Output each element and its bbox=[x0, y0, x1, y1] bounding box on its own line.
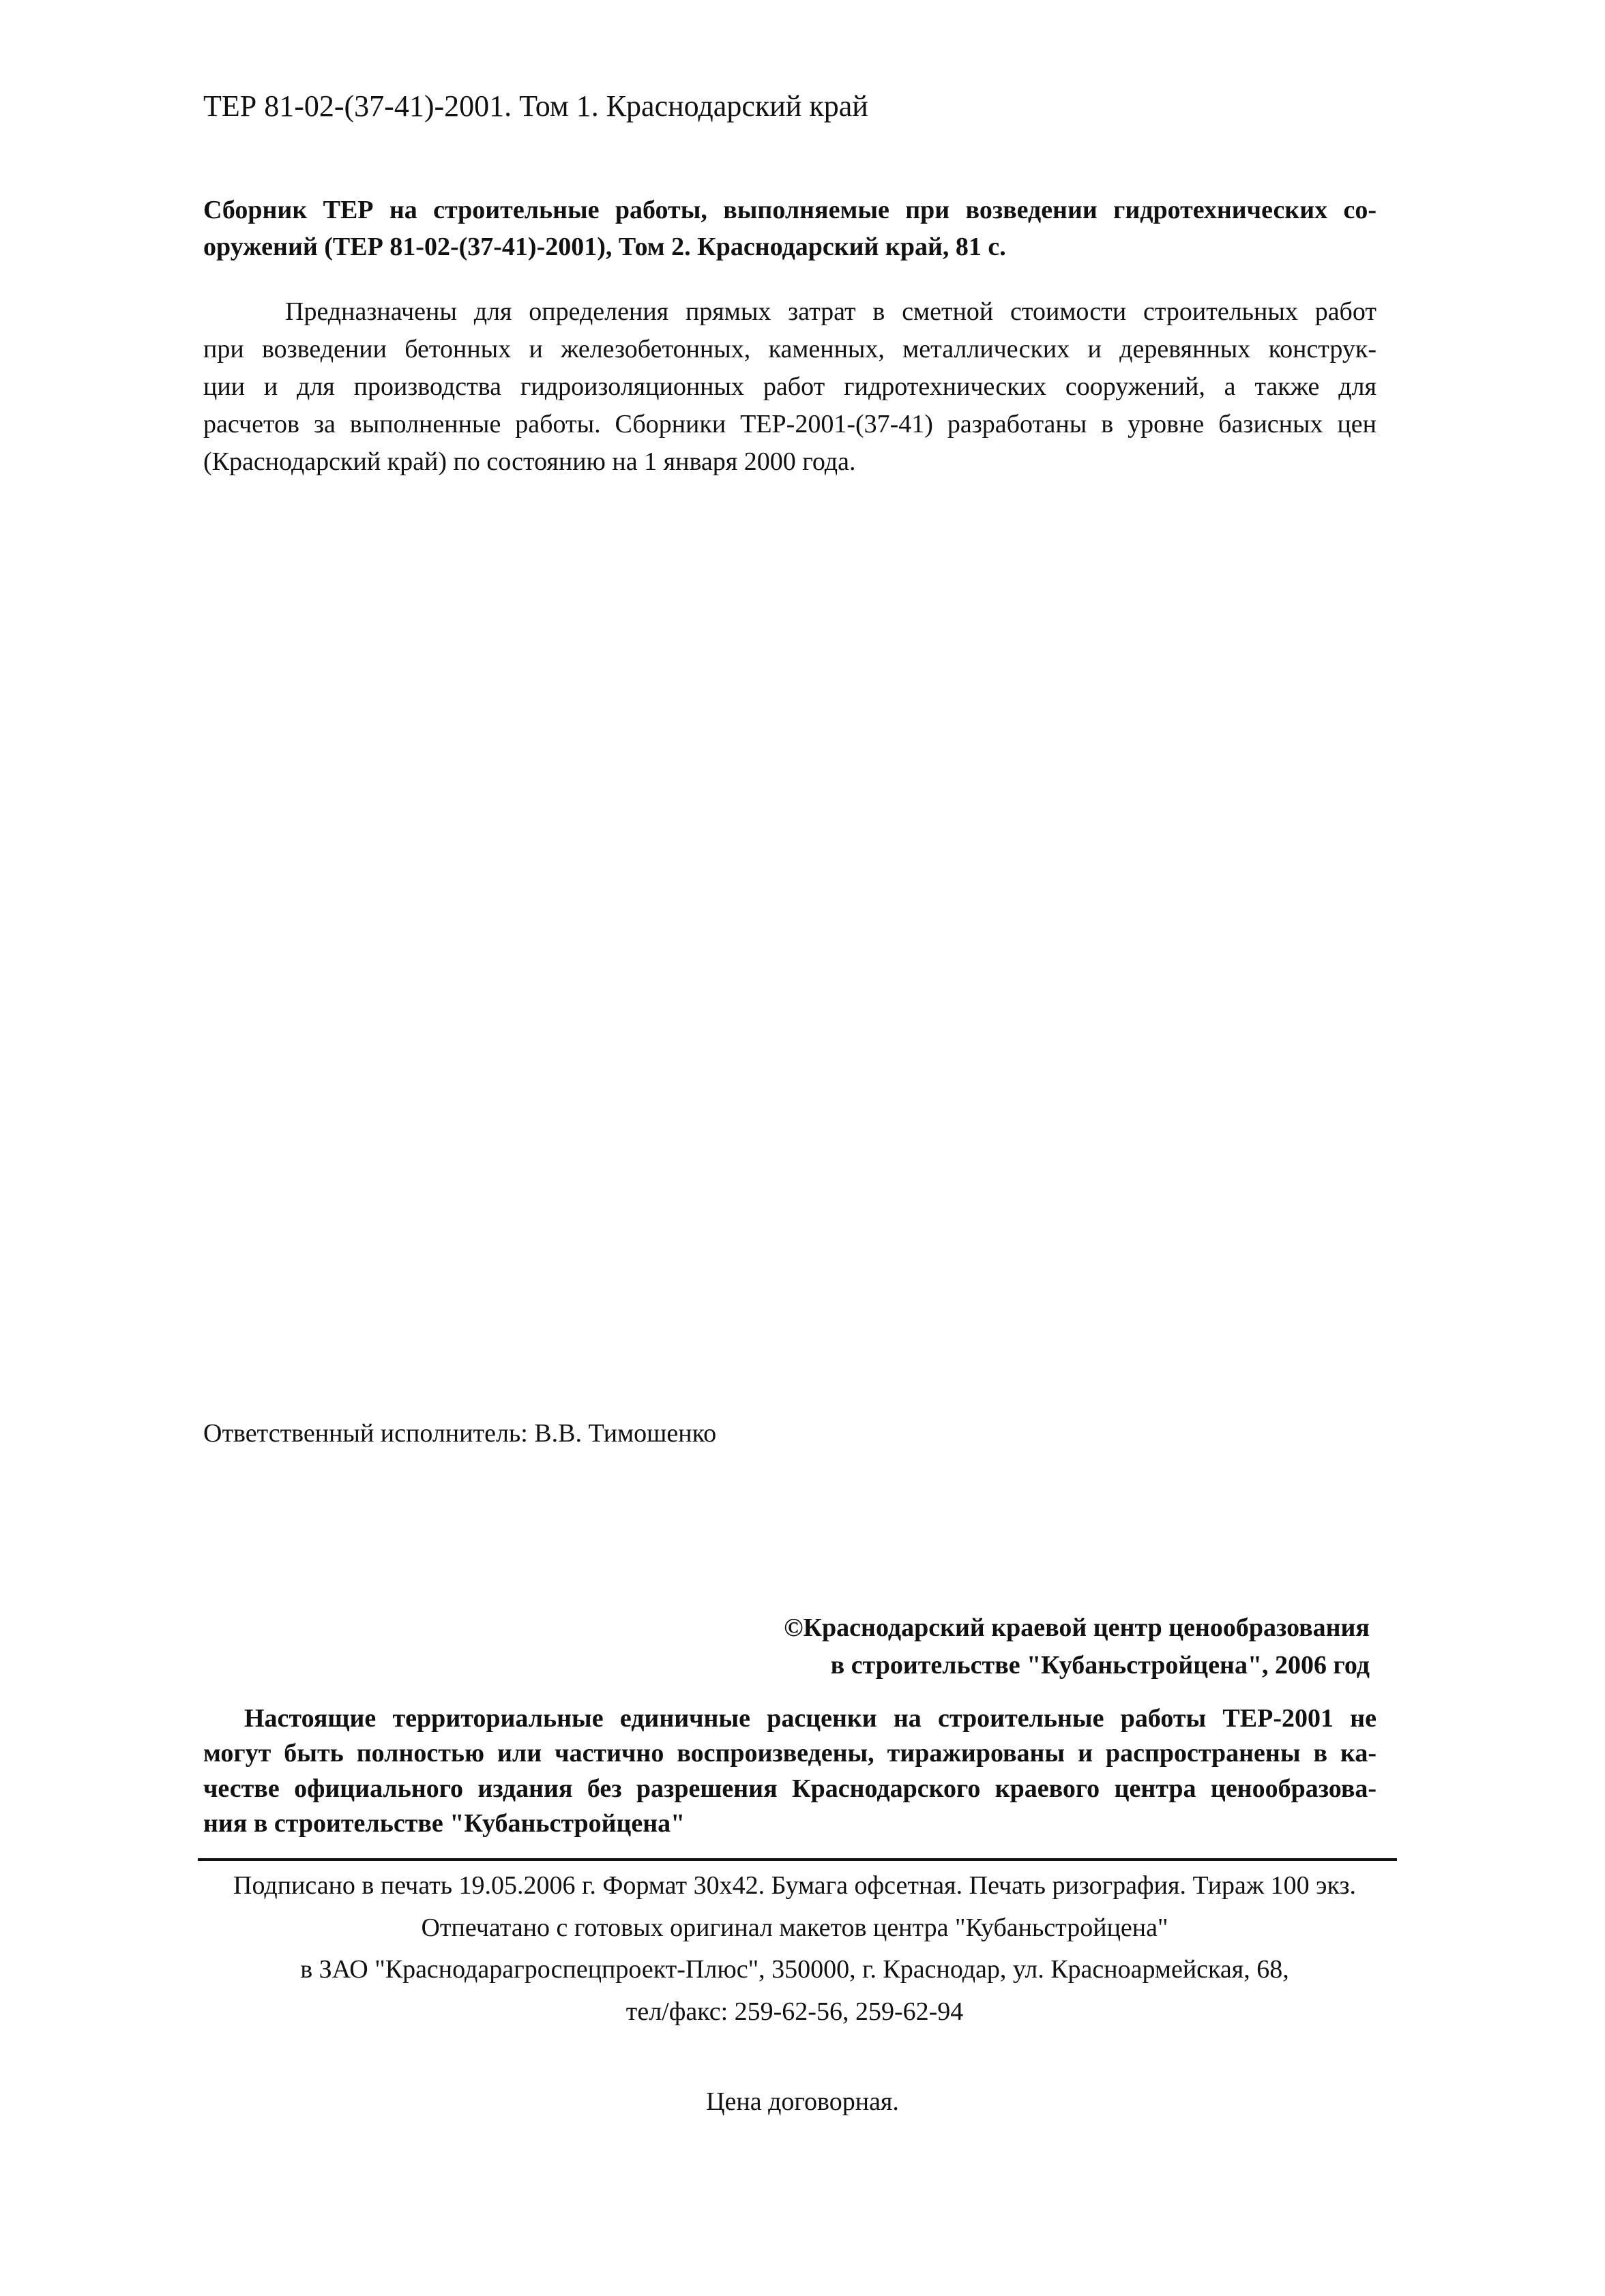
collection-title-line: Сборник ТЕР на строительные работы, выполняемые при возведении гидротехнических со- bbox=[203, 196, 1376, 224]
horizontal-divider bbox=[198, 1858, 1397, 1861]
imprint-line: тел/факс: 259-62-56, 259-62-94 bbox=[625, 1997, 964, 2026]
header-title: ТЕР 81-02-(37-41)-2001. Том 1. Краснодарский край bbox=[203, 89, 868, 123]
annotation-line: при возведении бетонных и железобетонных, каменных, металлических и деревянных конструк- bbox=[203, 335, 1376, 364]
imprint-line: Отпечатано с готовых оригинал макетов центра "Кубаньстройцена" bbox=[421, 1913, 1168, 1942]
annotation-line: расчетов за выполненные работы. Сборники ТЕР-2001-(37-41) разработаны в уровне базисных цен bbox=[203, 410, 1376, 439]
notice-line: могут быть полностью или частично воспроизведены, тиражированы и распространены в ка- bbox=[203, 1739, 1376, 1768]
reproduction-notice bbox=[203, 1701, 1376, 1841]
notice-line: Настоящие территориальные единичные расценки на строительные работы ТЕР-2001 не bbox=[244, 1704, 1376, 1733]
imprint-block bbox=[136, 1865, 1453, 2033]
annotation-line: (Краснодарский край) по состоянию на 1 января 2000 года. bbox=[203, 447, 856, 477]
collection-title bbox=[203, 192, 1376, 266]
imprint-line: Подписано в печать 19.05.2006 г. Формат 30х42. Бумага офсетная. Печать ризография. Тираж 100 экз. bbox=[233, 1871, 1356, 1900]
copyright-block bbox=[784, 1609, 1370, 1684]
notice-line: честве официального издания без разрешения Краснодарского краевого центра ценообразова- bbox=[203, 1774, 1376, 1803]
notice-line: ния в строительстве "Кубаньстройцена" bbox=[203, 1808, 686, 1838]
copyright-line: в строительстве "Кубаньстройцена", 2006 год bbox=[830, 1651, 1370, 1680]
annotation-paragraph bbox=[203, 293, 1376, 481]
responsible-person: Ответственный исполнитель: В.В. Тимошенко bbox=[203, 1419, 717, 1448]
collection-title-line: оружений (ТЕР 81-02-(37-41)-2001), Том 2. Краснодарский край, 81 с. bbox=[203, 232, 1006, 261]
annotation-line: ции и для производства гидроизоляционных работ гидротехнических сооружений, а также для bbox=[203, 372, 1376, 402]
imprint-line: в ЗАО "Краснодарагроспецпроект-Плюс", 350000, г. Краснодар, ул. Красноармейская, 68, bbox=[300, 1955, 1289, 1984]
annotation-line: Предназначены для определения прямых затрат в сметной стоимости строительных работ bbox=[285, 297, 1376, 326]
copyright-line: ©Краснодарский краевой центр ценообразования bbox=[784, 1613, 1370, 1642]
price-note: Цена договорная. bbox=[706, 2087, 899, 2116]
